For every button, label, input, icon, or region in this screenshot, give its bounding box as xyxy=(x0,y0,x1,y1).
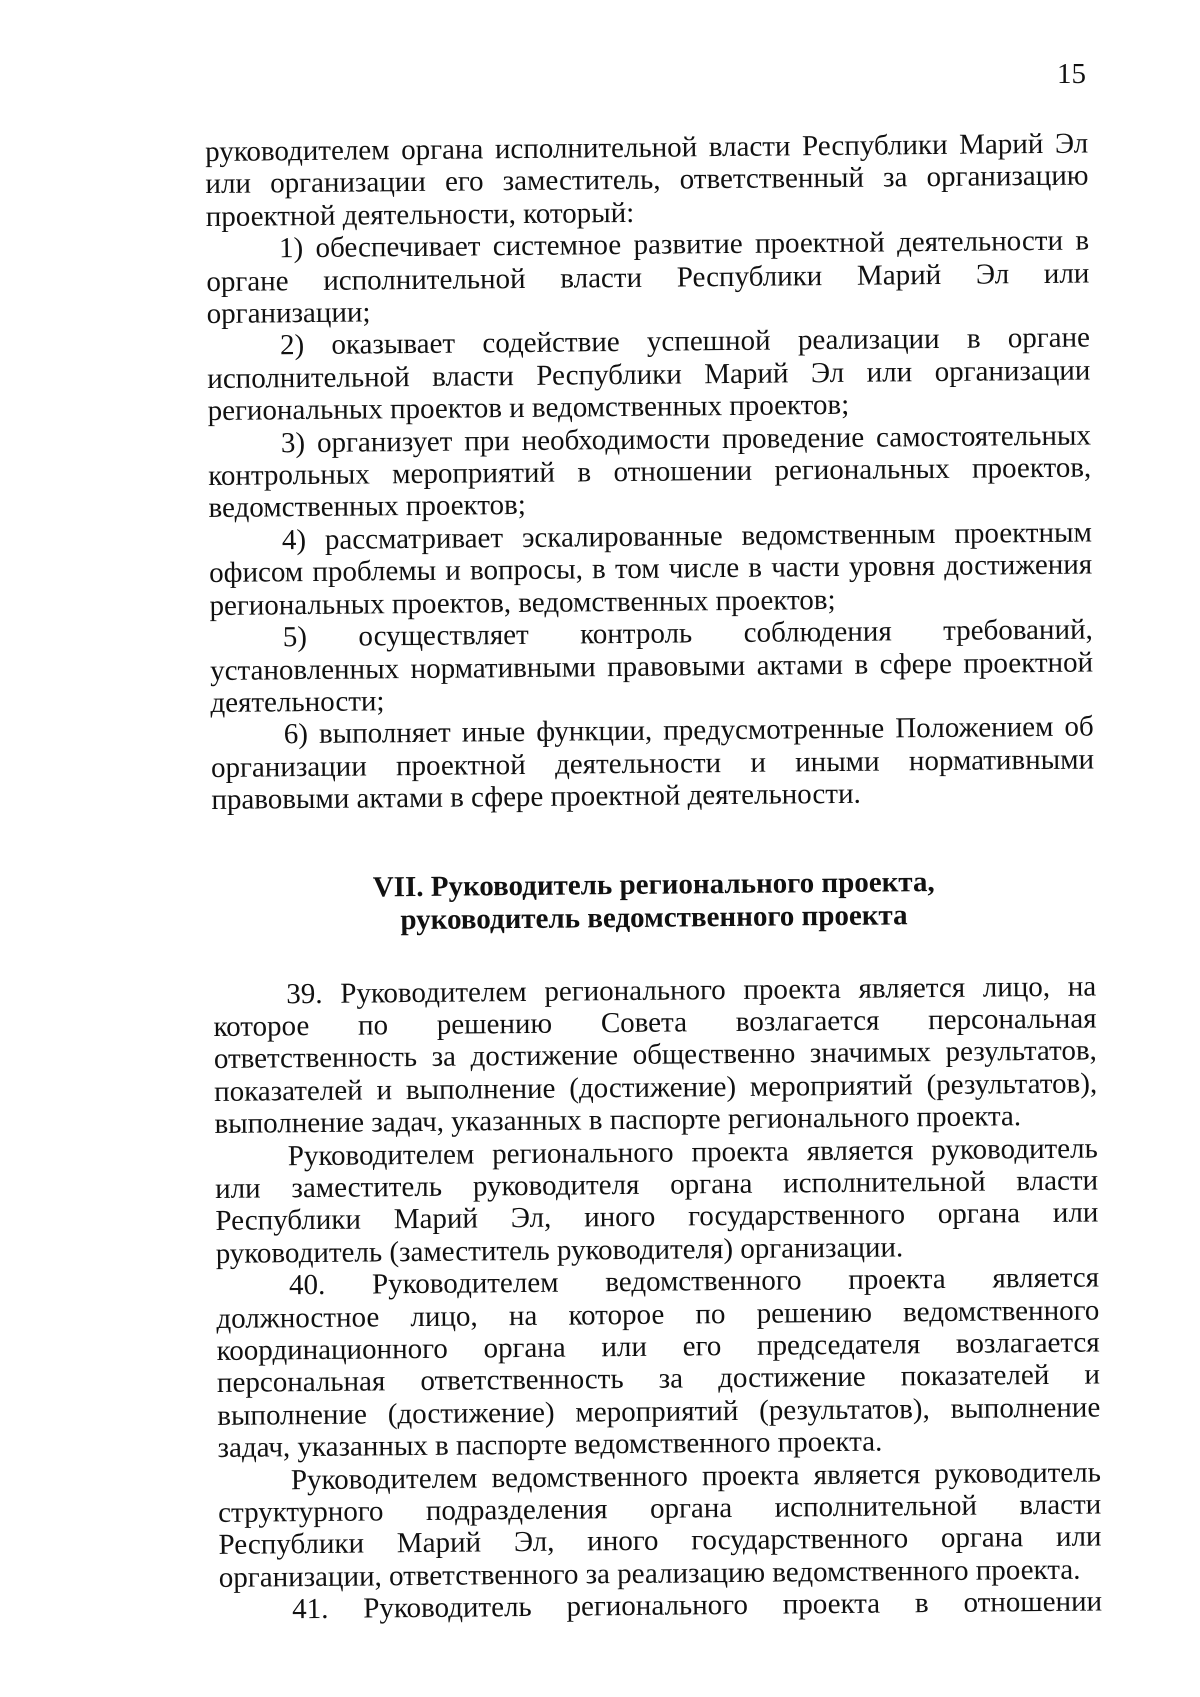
paragraph: Руководителем регионального проекта является руководитель или заместитель руководителя органа исполнительной власти Республики Марий Эл, иного государственного органа или руководитель (заместитель руководителя) организации. xyxy=(214,1132,1099,1270)
paragraph: Руководителем ведомственного проекта является руководитель структурного подразделения органа исполнительной власти Республики Марий Эл, иного государственного органа или организации, ответственного за реализацию ведомственного проекта. xyxy=(218,1456,1102,1594)
list-item-2: 2) оказывает содействие успешной реализации в органе исполнительной власти Республики Марий Эл или организации региональных проектов и ведомственных проектов; xyxy=(207,321,1091,428)
list-item-6: 6) выполняет иные функции, предусмотренные Положением об организации проектной деятельности и иными нормативными правовыми актами в сфере проектной деятельности. xyxy=(210,710,1095,817)
list-item-5: 5) осуществляет контроль соблюдения требований, установленных нормативными правовыми актами в сфере проектной деятельности; xyxy=(209,613,1094,719)
list-item-4: 4) рассматривает эскалированные ведомственным проектным офисом проблемы и вопросы, в том числе в части уровня достижения региональных проектов, ведомственных проектов; xyxy=(209,516,1093,622)
paragraph: руководителем органа исполнительной власти Республики Марий Эл или организации его заместитель, ответственный за организацию проектной деятельности, который: xyxy=(205,127,1089,233)
clause-41: 41. Руководитель регионального проекта в отношении xyxy=(291,1585,1103,1626)
clause-40: 40. Руководителем ведомственного проекта является должностное лицо, на которое по решению ведомственного координационного органа или его председателя возлагается персональная ответственность за достижение показателей и выполнение (достижение) мероприятий (результатов), выполнение задач, указанных в паспорте ведомственного проекта. xyxy=(216,1261,1101,1465)
list-item-1: 1) обеспечивает системное развитие проектной деятельности в органе исполнительной власти Республики Марий Эл или организации; xyxy=(206,224,1090,331)
section-heading-line-1: VII. Руководитель регионального проекта, xyxy=(372,865,935,903)
section-heading xyxy=(212,864,1096,938)
list-item-3: 3) организует при необходимости проведение самостоятельных контрольных мероприятий в отношении региональных проектов, ведомственных проектов; xyxy=(208,419,1092,525)
section-heading-line-2: руководитель ведомственного проекта xyxy=(400,898,908,936)
document-body xyxy=(205,128,1102,1627)
page-number: 15 xyxy=(1057,58,1086,90)
clause-39: 39. Руководителем регионального проекта является лицо, на которое по решению Совета возлагается персональная ответственность за достижение общественно значимых результатов, показателей и выполнение (достижение) мероприятий (результатов), выполнение задач, указанных в паспорте регионального проекта. xyxy=(213,970,1098,1141)
